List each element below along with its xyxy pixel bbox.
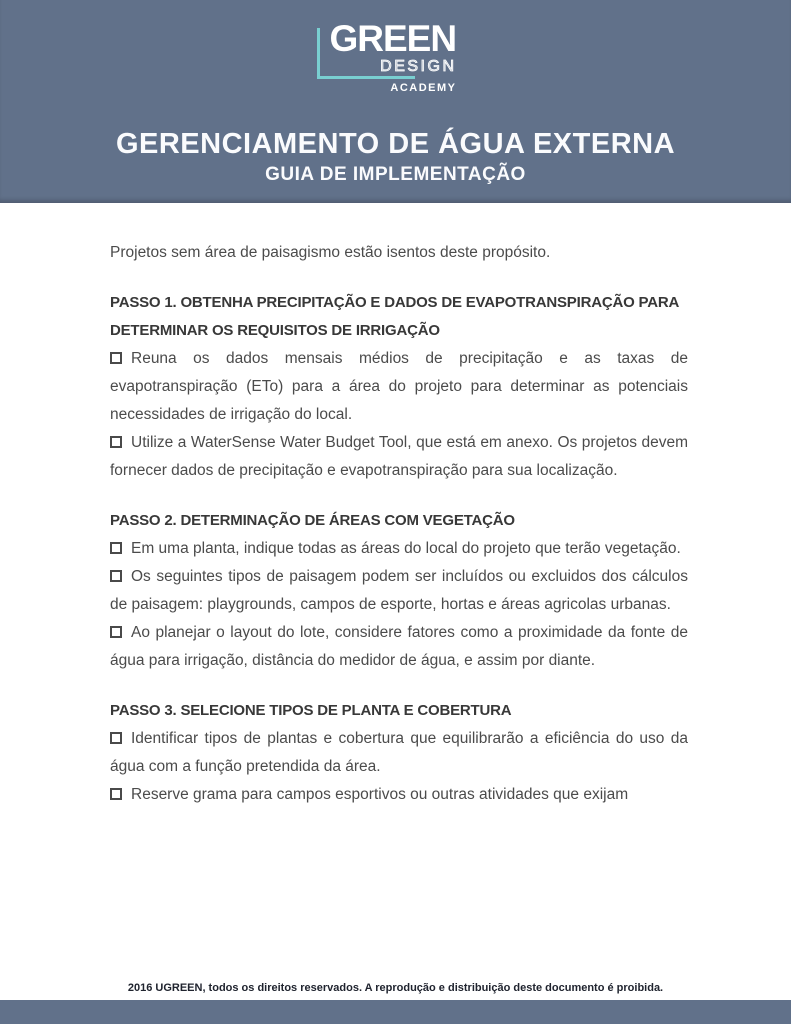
page-title: GERENCIAMENTO DE ÁGUA EXTERNA xyxy=(115,128,676,160)
checklist-item-text: Em uma planta, indique todas as áreas do local do projeto que terão vegetação. xyxy=(131,540,681,557)
logo-word-main: GREEN xyxy=(329,18,457,59)
header-banner xyxy=(0,0,791,203)
checklist-item xyxy=(110,535,688,563)
checklist-item xyxy=(110,563,688,619)
section-heading: PASSO 1. OBTENHA PRECIPITAÇÃO E DADOS DE EVAPOTRANSPIRAÇÃO PARA DETERMINAR OS REQUISITOS DE IRRIGAÇÃO xyxy=(110,294,679,339)
checkbox-icon xyxy=(110,542,122,554)
checkbox-icon xyxy=(110,626,122,638)
section-heading: PASSO 2. DETERMINAÇÃO DE ÁREAS COM VEGETAÇÃO xyxy=(110,512,515,529)
checklist-item xyxy=(110,725,688,781)
checklist-item xyxy=(110,781,688,809)
checklist-item-text: Ao planejar o layout do lote, considere fatores como a proximidade da fonte de água para irrigação, distância do medidor de água, e assim por diante. xyxy=(110,624,688,669)
checklist-item xyxy=(110,429,688,485)
section-passo-1 xyxy=(110,289,688,485)
document-body xyxy=(110,239,688,809)
brand-logo xyxy=(317,18,475,96)
checkbox-icon xyxy=(110,732,122,744)
checkbox-icon xyxy=(110,436,122,448)
section-heading: PASSO 3. SELECIONE TIPOS DE PLANTA E COBERTURA xyxy=(110,702,512,719)
section-passo-2 xyxy=(110,507,688,675)
logo-word-tertiary: ACADEMY xyxy=(390,82,457,94)
copyright-text: 2016 UGREEN, todos os direitos reservados. A reprodução e distribuição deste documento é proibida. xyxy=(127,982,664,994)
page-footer xyxy=(0,982,791,1024)
checkbox-icon xyxy=(110,570,122,582)
checklist-item xyxy=(110,619,688,675)
page-subtitle: GUIA DE IMPLEMENTAÇÃO xyxy=(265,164,526,185)
checklist-item xyxy=(110,345,688,429)
checkbox-icon xyxy=(110,352,122,364)
section-passo-3 xyxy=(110,697,688,809)
checklist-item-text: Identificar tipos de plantas e cobertura que equilibrarão a eficiência do uso da água com a função pretendida da área. xyxy=(110,730,688,775)
intro-paragraph: Projetos sem área de paisagismo estão isentos deste propósito. xyxy=(110,244,551,261)
checkbox-icon xyxy=(110,788,122,800)
checklist-item-text: Reuna os dados mensais médios de precipitação e as taxas de evapotranspiração (ETo) para a área do projeto para determinar as potenciais necessidades de irrigação do local. xyxy=(110,350,688,423)
checklist-item-text: Utilize a WaterSense Water Budget Tool, que está em anexo. Os projetos devem fornecer dados de precipitação e evapotranspiração para sua localização. xyxy=(110,434,688,479)
checklist-item-text: Reserve grama para campos esportivos ou outras atividades que exijam xyxy=(131,786,629,803)
checklist-item-text: Os seguintes tipos de paisagem podem ser incluídos ou excluidos dos cálculos de paisagem: playgrounds, campos de esporte, hortas e áreas agricolas urbanas. xyxy=(110,568,688,613)
footer-bar xyxy=(0,1000,791,1024)
logo-word-secondary: DESIGN xyxy=(380,58,457,75)
